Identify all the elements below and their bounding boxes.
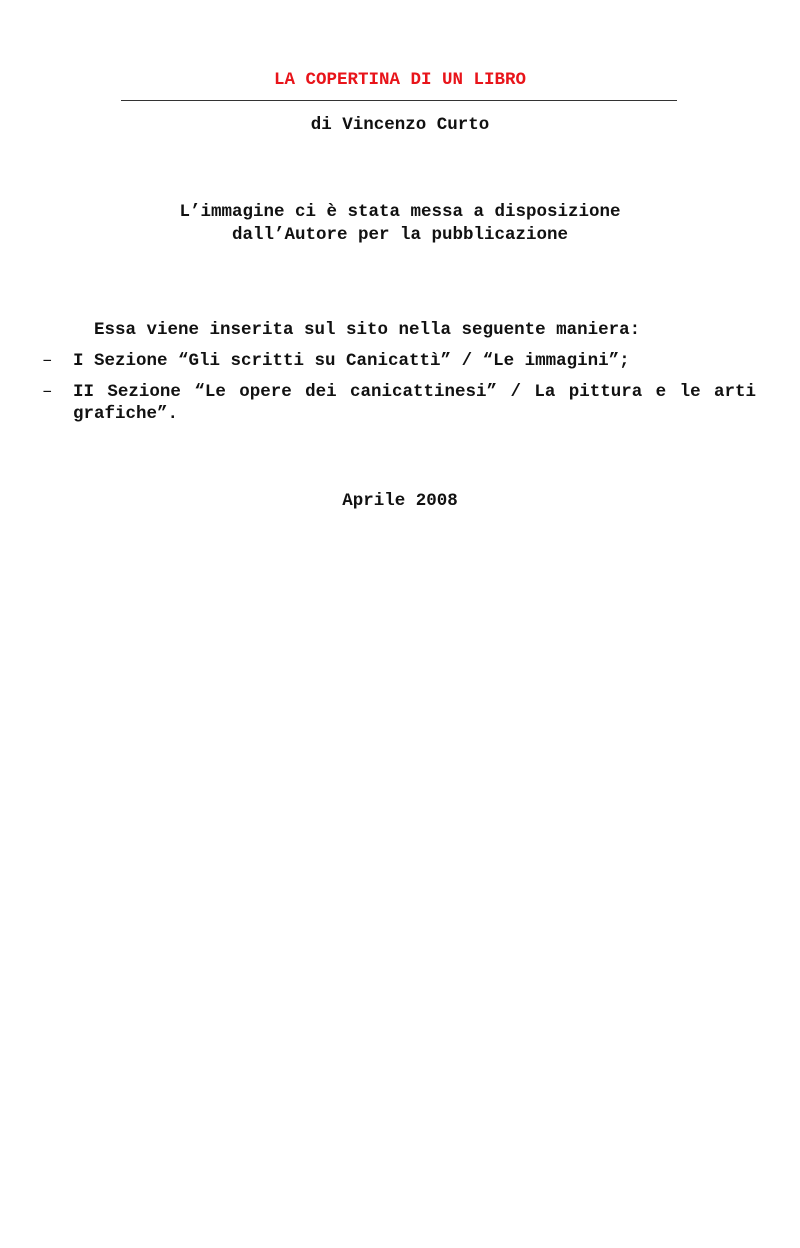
list-item-text: II Sezione “Le opere dei canicattinesi” / La pittura e le arti grafiche”. — [73, 382, 756, 424]
intro-line-1: L’immagine ci è stata messa a disposizione — [179, 202, 621, 222]
section-list — [0, 350, 800, 434]
intro-paragraph — [0, 201, 800, 247]
list-item-text: I Sezione “Gli scritti su Canicattì” / “Le immagini”; — [73, 351, 630, 371]
list-item — [0, 350, 800, 372]
author-line: di Vincenzo Curto — [310, 115, 490, 135]
lead-sentence: Essa viene inserita sul sito nella seguente maniera: — [94, 320, 641, 340]
list-marker: – — [42, 351, 53, 371]
title-divider — [121, 100, 677, 101]
document-date: Aprile 2008 — [342, 491, 458, 511]
document-title: LA COPERTINA DI UN LIBRO — [273, 70, 527, 90]
intro-line-2: dall’Autore per la pubblicazione — [231, 225, 569, 245]
list-marker: – — [42, 382, 53, 402]
list-item — [0, 381, 800, 425]
